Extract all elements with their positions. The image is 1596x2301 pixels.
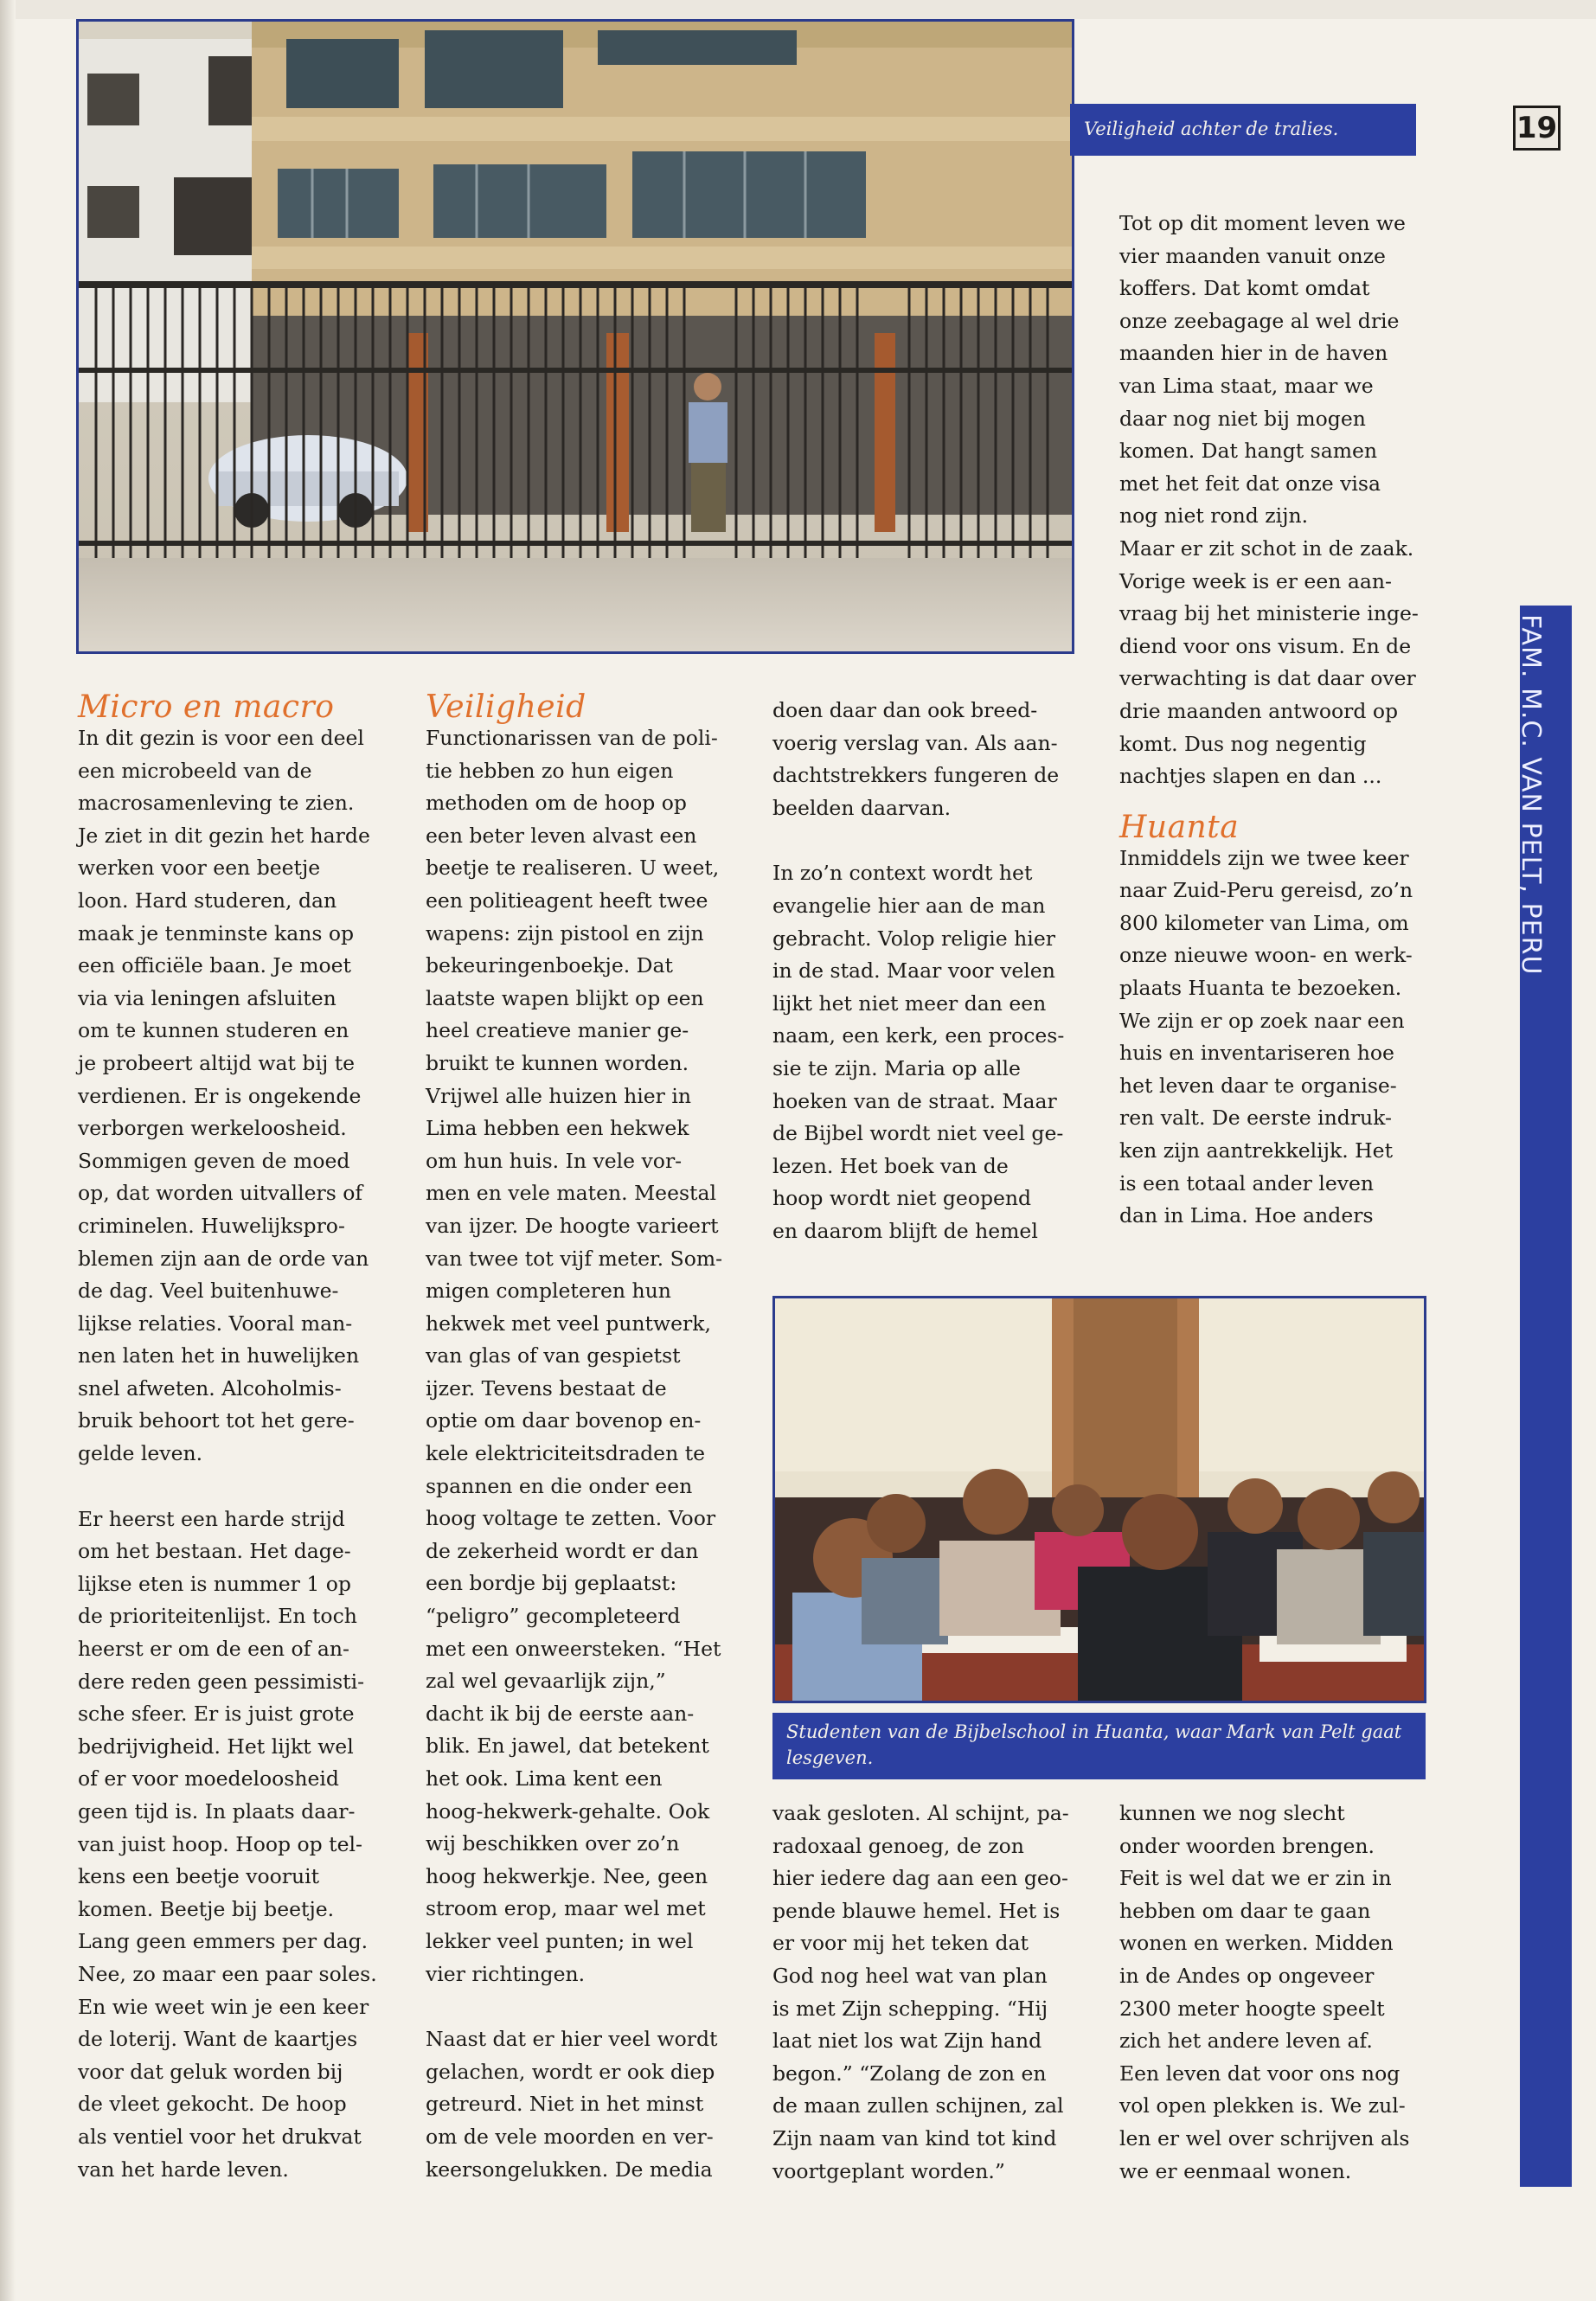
article-column-1 xyxy=(78,690,389,2186)
section-heading-veiligheid: Veiligheid xyxy=(426,689,586,725)
paragraph: Functionarissen van de poli- tie hebben zo hun eigen methoden om de hoop op een beter leven alvast een beetje te realiseren. U weet, een politieagent heeft twee wapens: zijn pistool en zijn bekeuringenboekje. Dat laatste wapen blijkt op een heel creatieve manier ge- bruikt te kunnen worden. Vrijwel alle huizen hier in Lima hebben een hekwek om hun huis. In vele vor- men en vele maten. Meestal van ijzer. De hoogte varieert van twee tot vijf meter. Som- migen completeren hun hekwek met veel puntwerk, van glas of van gespietst ijzer. Tevens bestaat de optie om daar bovenop en- kele elektriciteitsdraden te spannen en die onder een hoog voltage te zetten. Voor de zekerheid wordt er dan een bordje bij geplaatst: “peligro” gecompleteerd met een onweersteken. “Het zal wel gevaarlijk zijn,” dacht ik bij de eerste aan- blik. En jawel, dat betekent het ook. Lima kent een hoog-hekwerk-gehalte. Ook wij beschikken over zo’n hoog hekwerkje. Nee, geen stroom erop, maar wel met lekker veel punten; in wel vier richtingen. xyxy=(426,726,723,1986)
paragraph: Er heerst een harde strijd om het bestaan. Het dage- lijkse eten is nummer 1 op de prioriteitenlijst. En toch heerst er om de een of an- dere reden geen pessimisti- sche sfeer. Er is juist grote bedrijvigheid. Het lijkt wel of er voor moedeloosheid geen tijd is. In plaats daar- van juist hoop. Hoop op tel- kens een beetje vooruit komen. Beetje bij beetje. Lang geen emmers per dag. Nee, zo maar een paar soles. En wie weet win je een keer de loterij. Want de kaartjes voor dat geluk worden bij de vleet gekocht. De hoop als ventiel voor het drukvat van het harde leven. xyxy=(78,1506,377,2182)
page-top-edge xyxy=(0,0,1596,19)
paragraph: Tot op dit moment leven we vier maanden vanuit onze koffers. Dat komt omdat onze zeebagage al wel drie maanden hier in de haven van Lima staat, maar we daar nog niet bij mogen komen. Dat hangt samen met het feit dat onze visa nog niet rond zijn. Maar er zit schot in de zaak. Vorige week is er een aan- vraag bij het ministerie inge- diend voor ons visum. En de verwachting is dat daar over drie maanden antwoord op komt. Dus nog negentig nachtjes slapen en dan ... xyxy=(1119,211,1419,789)
article-column-3-continued xyxy=(772,1798,1084,2188)
page-number: 19 xyxy=(1513,106,1561,151)
article-column-4-continued xyxy=(1119,1798,1448,2188)
paragraph: doen daar dan ook breed- voerig verslag van. Als aan- dachtstrekkers fungeren de beelden daarvan. xyxy=(772,698,1060,820)
side-band-label: FAM. M.C. VAN PELT, PERU xyxy=(1516,614,1546,976)
paragraph: In dit gezin is voor een deel een microbeeld van de macrosamenleving te zien. Je ziet in dit gezin het harde werken voor een beetje loon. Hard studeren, dan maak je tenminste kans op een officiële baan. Je moet via via leningen afsluiten om te kunnen studeren en je probeert altijd wat bij te verdienen. Er is ongekende verborgen werkeloosheid. Sommigen geven de moed op, dat worden uitvallers of criminelen. Huwelijkspro- blemen zijn aan de orde van de dag. Veel buitenhuwe- lijkse relaties. Vooral man- nen laten het in huwelijken snel afweten. Alcoholmis- bruik behoort tot het gere- gelde leven. xyxy=(78,726,370,1466)
photo-house-illustration xyxy=(79,22,1072,651)
paragraph: vaak gesloten. Al schijnt, pa- radoxaal genoeg, de zon hier iedere dag aan een geo- pende blauwe hemel. Het is er voor mij het teken dat God nog heel wat van plan is met Zijn schepping. “Hij laat niet los wat Zijn hand begon.” “Zolang de zon en de maan zullen schijnen, zal Zijn naam van kind tot kind voortgeplant worden.” xyxy=(772,1801,1069,2183)
article-column-4 xyxy=(1119,208,1448,1233)
paragraph: kunnen we nog slecht onder woorden brengen. Feit is wel dat we er zin in hebben om daar te gaan wonen en werken. Midden in de Andes op ongeveer 2300 meter hoogte speelt zich het andere leven af. Een leven dat voor ons nog vol open plekken is. We zul- len er wel over schrijven als we er eenmaal wonen. xyxy=(1119,1801,1410,2183)
paragraph: Inmiddels zijn we twee keer naar Zuid-Peru gereisd, zo’n 800 kilometer van Lima, om onze nieuwe woon- en werk- plaats Huanta te bezoeken. We zijn er op zoek naar een huis en inventariseren hoe het leven daar te organise- ren valt. De eerste indruk- ken zijn aantrekkelijk. Het is een totaal ander leven dan in Lima. Hoe anders xyxy=(1119,845,1413,1228)
photo-caption-top: Veiligheid achter de tralies. xyxy=(1070,104,1416,156)
article-column-2 xyxy=(426,690,746,2186)
paragraph: In zo’n context wordt het evangelie hier aan de man gebracht. Volop religie hier in de stad. Maar voor velen lijkt het niet meer dan een naam, een kerk, een proces- sie te zijn. Maria op alle hoeken van de straat. Maar de Bijbel wordt niet veel ge- lezen. Het boek van de hoop wordt niet geopend en daarom blijft de hemel xyxy=(772,861,1065,1243)
paragraph: Naast dat er hier veel wordt gelachen, wordt er ook diep getreurd. Niet in het minst om de vele moorden en ver- keersongelukken. De media xyxy=(426,2027,718,2182)
photo-house-behind-fence xyxy=(76,19,1074,654)
section-heading-huanta: Huanta xyxy=(1119,809,1240,845)
photo-students-illustration xyxy=(775,1298,1424,1701)
photo-caption-bottom: Studenten van de Bijbelschool in Huanta, waar Mark van Pelt gaat lesgeven. xyxy=(772,1713,1426,1779)
article-column-3 xyxy=(772,695,1084,1248)
photo-bible-school-students xyxy=(772,1296,1426,1703)
section-heading-micro-en-macro: Micro en macro xyxy=(78,689,335,725)
page-gutter-shadow xyxy=(0,0,16,2301)
